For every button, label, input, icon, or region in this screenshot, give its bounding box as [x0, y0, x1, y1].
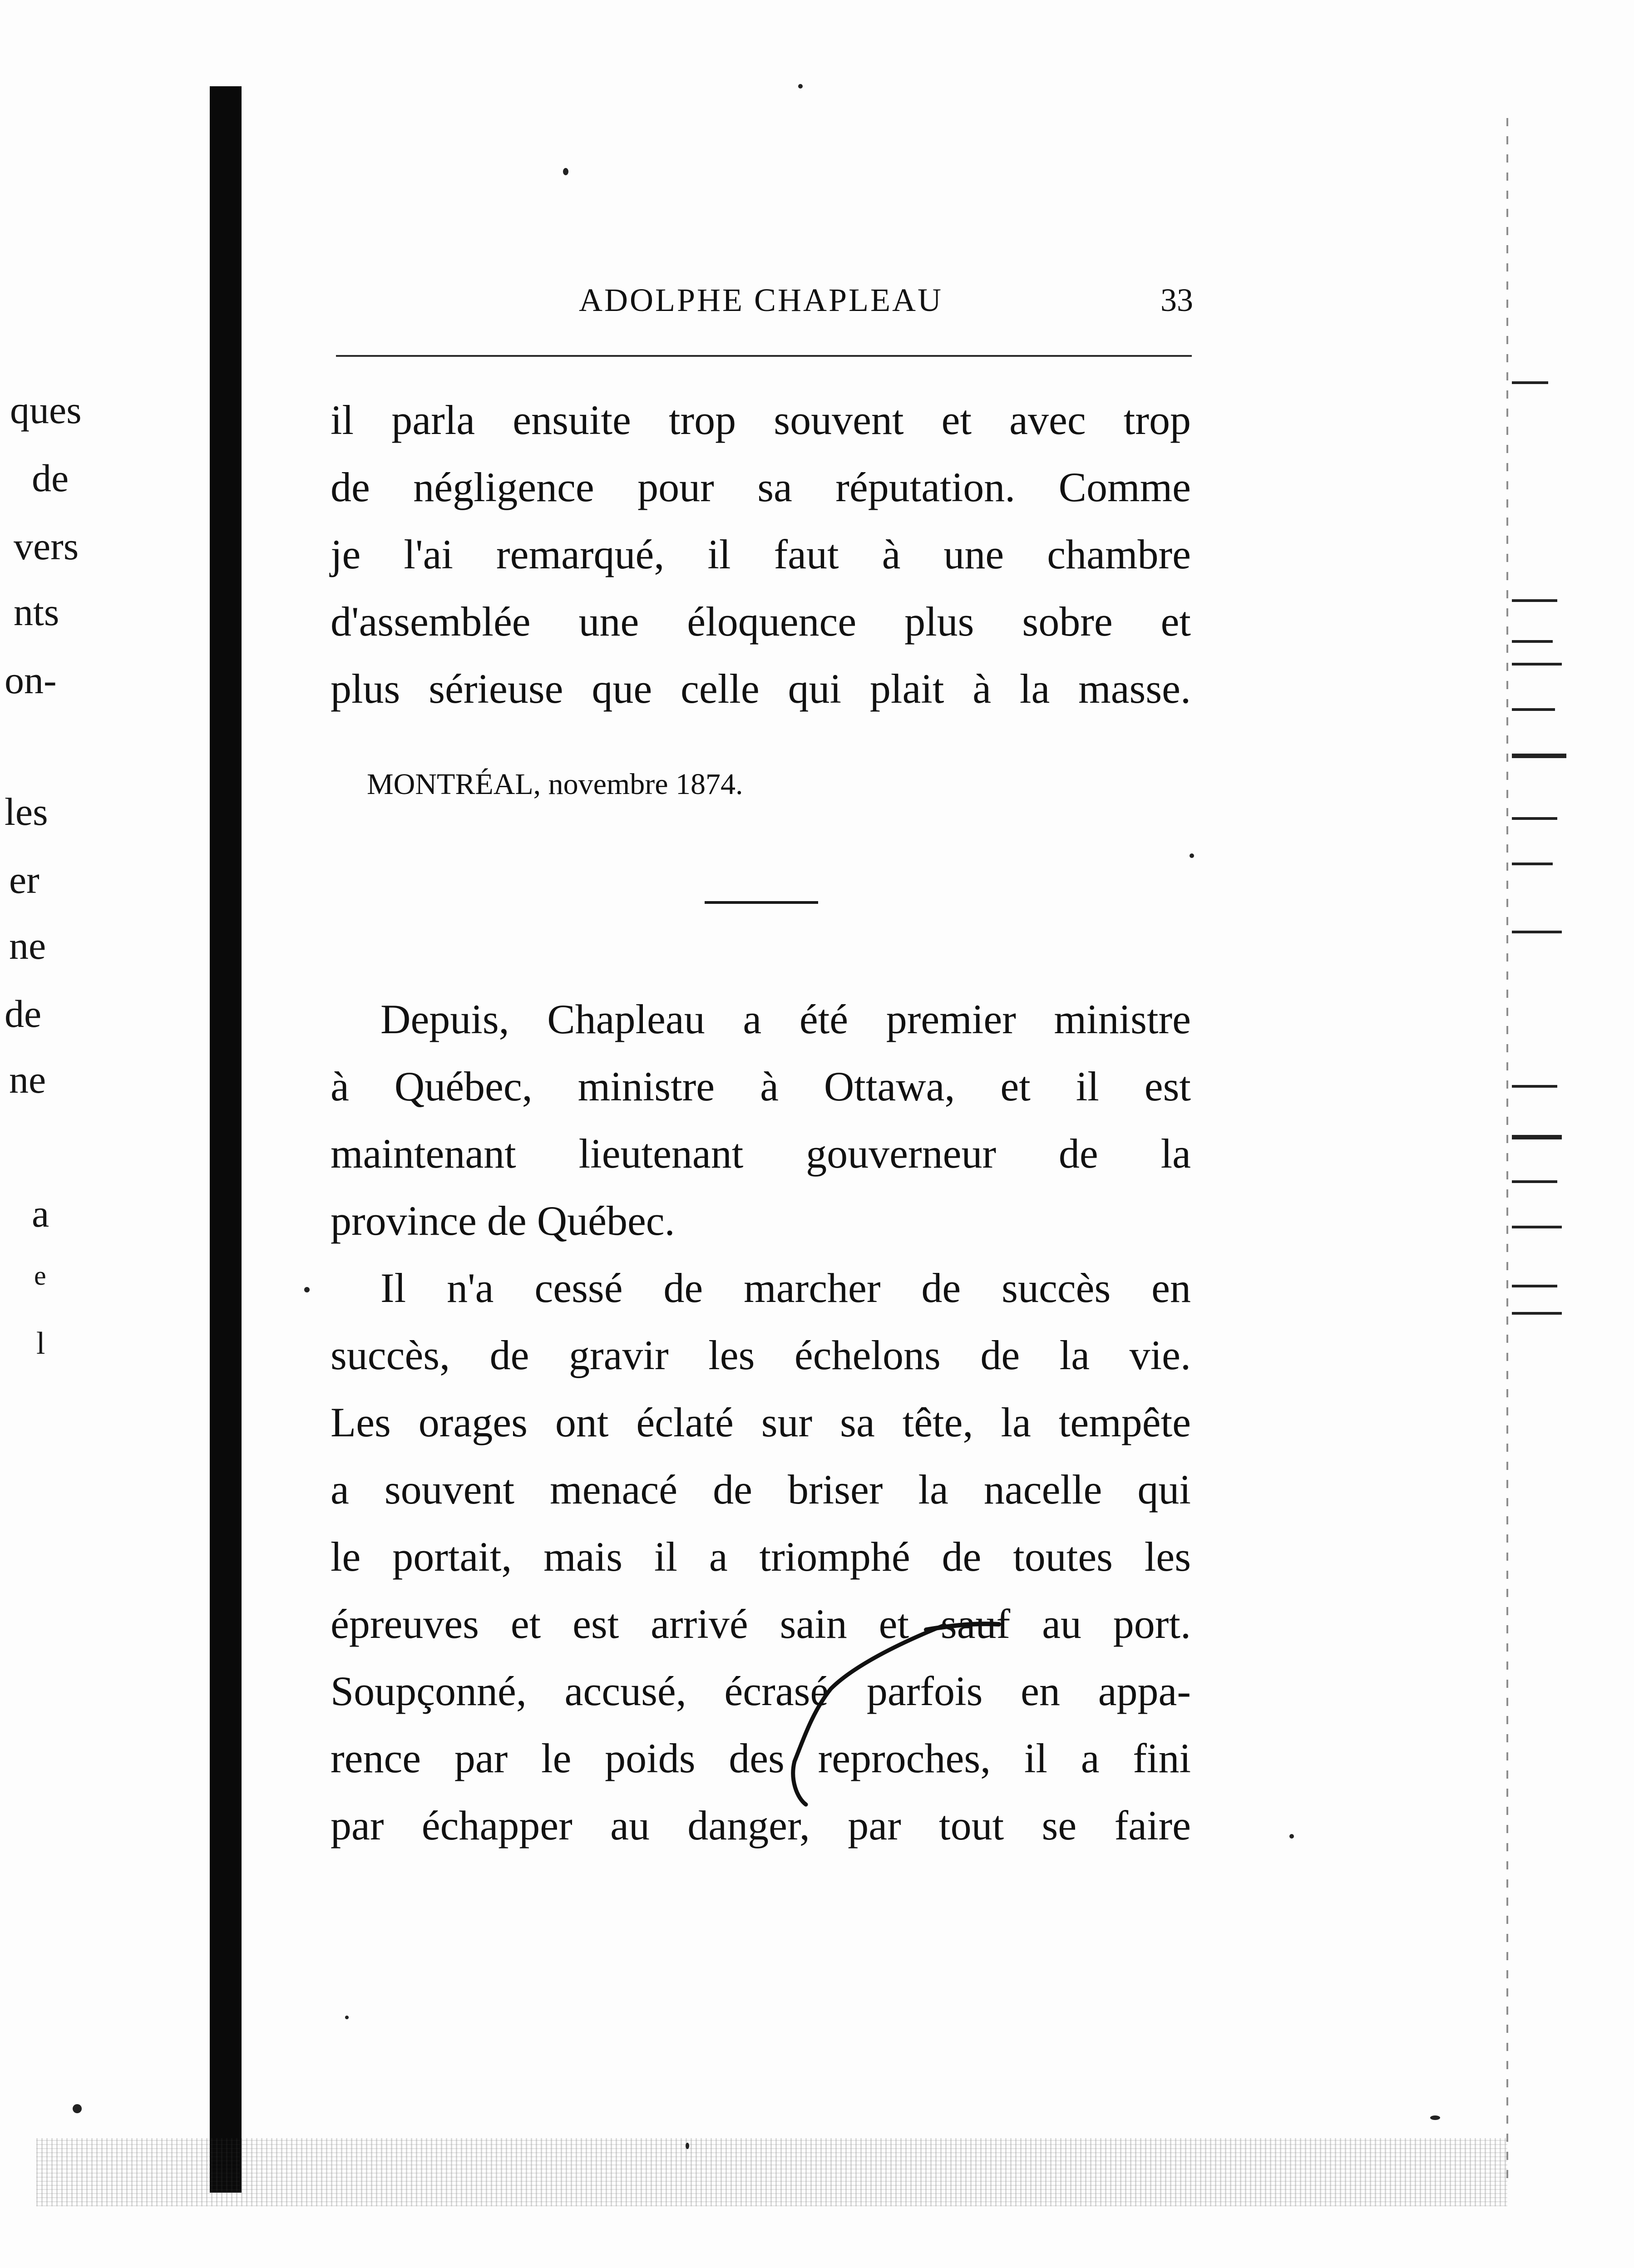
text-line: à Québec, ministre à Ottawa, et il est: [331, 1063, 1191, 1109]
facing-fragment: ne: [9, 1058, 46, 1101]
text-line: province de Québec.: [331, 1198, 675, 1244]
speck: [304, 1287, 310, 1292]
text-line: le portait, mais il a triomphé de toutes les: [331, 1533, 1191, 1580]
facing-fragment: nts: [14, 590, 59, 634]
facing-fragment: on-: [5, 658, 57, 702]
facing-fragment: les: [5, 790, 48, 833]
facing-fragment: ques: [10, 388, 82, 432]
speck: [798, 84, 803, 89]
text-line: Soupçonné, accusé, écrasé parfois en appa-: [331, 1668, 1191, 1714]
facing-fragment: vers: [14, 524, 79, 568]
text-line: d'assemblée une éloquence plus sobre et: [331, 598, 1191, 645]
speck: [1190, 853, 1194, 858]
text-line: maintenant lieutenant gouverneur de la: [331, 1130, 1191, 1177]
section-separator: [705, 901, 818, 904]
paper-grain: [36, 2138, 1507, 2206]
text-line: Les orages ont éclaté sur sa tête, la tempête: [331, 1399, 1191, 1445]
facing-fragment: e: [34, 1261, 46, 1291]
page-number: 33: [1160, 282, 1193, 318]
text-line: Il n'a cessé de marcher de succès en: [380, 1265, 1191, 1311]
text-line: rence par le poids des reproches, il a fini: [331, 1735, 1191, 1781]
text-line: il parla ensuite trop souvent et avec trop: [331, 397, 1191, 443]
facing-fragment: er: [9, 858, 39, 902]
speck: [686, 2143, 689, 2149]
header-rule: [336, 355, 1192, 357]
text-line: plus sérieuse que celle qui plait à la masse.: [331, 666, 1191, 712]
text-line: succès, de gravir les échelons de la vie.: [331, 1332, 1191, 1378]
text-line: Depuis, Chapleau a été premier ministre: [380, 996, 1191, 1042]
speck: [1430, 2115, 1440, 2120]
binding-shadow: [210, 86, 242, 2193]
text-line: épreuves et est arrivé sain et sauf au port.: [331, 1601, 1191, 1647]
speck: [563, 168, 568, 175]
page-edge: [1506, 118, 1508, 2188]
facing-fragment: a: [32, 1192, 49, 1235]
speck: [1289, 1834, 1294, 1839]
running-title: ADOLPHE CHAPLEAU: [579, 282, 943, 318]
facing-fragment: ne: [9, 924, 46, 967]
text-line: je l'ai remarqué, il faut à une chambre: [331, 531, 1191, 577]
facing-page-edge-marks: [1512, 363, 1575, 1362]
text-line: a souvent menacé de briser la nacelle qui: [331, 1466, 1191, 1513]
facing-fragment: de: [5, 992, 42, 1035]
facing-fragment: l: [36, 1326, 45, 1361]
pen-stroke-mark: [763, 1616, 1044, 1807]
speck: [345, 2016, 349, 2019]
text-line: par échapper au danger, par tout se faire: [331, 1802, 1191, 1849]
dateline: MONTRÉAL, novembre 1874.: [367, 768, 743, 801]
text-line: de négligence pour sa réputation. Comme: [331, 464, 1191, 510]
facing-fragment: de: [32, 456, 69, 500]
speck: [73, 2104, 82, 2113]
